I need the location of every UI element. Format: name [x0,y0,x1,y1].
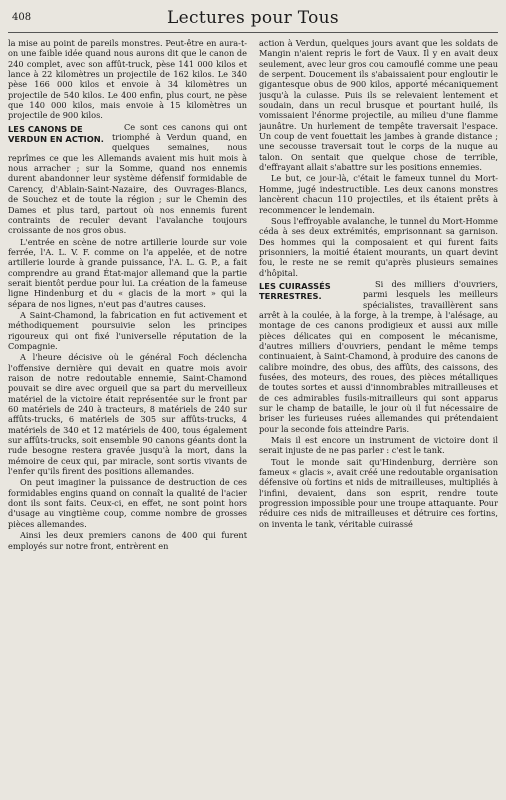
section-heading-cuirasses-terrestres: LES CUIRASSÉS TERRESTRES. [259,280,331,302]
paragraph: la mise au point de pareils monstres. Peut-être en aura-t-on une faible idée quand nous aurons dit que le canon de 240 complet, avec son affût-truck, pèse 141 000 kilos et lance à 22 kilomètres un projectile de 162 kilos. Le 340 pèse 166 000 kilos et envoie à 34 kilomètres un projectile de 540 kilos. Le 400 enfin, plus court, ne pèse que 140 000 kilos, mais envoie à 15 kilomètres un projectile de 900 kilos. [8,38,247,121]
paragraph: Mais il est encore un instrument de victoire dont il serait injuste de ne pas parler : c'est le tank. [259,435,498,456]
paragraph: Sous l'effroyable avalanche, le tunnel du Mort-Homme céda à ses deux extrémités, emprisonnant sa garnison. Des hommes qui la composaient et qui furent faits prisonniers, la moitié étaient mourants, un quart devint fou, le reste ne se remit qu'après plusieurs semaines d'hôpital. [259,215,498,278]
page-header [8,8,498,30]
paragraph: Le but, ce jour-là, c'était le fameux tunnel du Mort-Homme, jugé indestructible. Les deux canons monstres lancèrent chacun 110 projectiles, et ils étaient prêts à recommencer le lendemain. [259,173,498,215]
header-rule [8,32,498,33]
left-column [8,38,247,796]
section-heading-canons-verdun: LES CANONS DE VERDUN EN ACTION. [8,123,104,145]
running-title: Lectures pour Tous [167,8,339,28]
paragraph: On peut imaginer la puissance de destruction de ces formidables engins quand on connaît la qualité de l'acier dont ils sont faits. Ceux-ci, en effet, ne sont point hors d'usage au vingtième coup, comme nombre de grosses pièces allemandes. [8,477,247,529]
paragraph: L'entrée en scène de notre artillerie lourde sur voie ferrée, l'A. L. V. F. comme on l'a appelée, et de notre artillerie lourde à grande puissance, l'A. L. G. P., a fait comprendre au grand État-major allemand que la partie serait bientôt perdue pour lui. La création de la fameuse ligne Hindenburg et du « glacis de la mort » qui la sépara de nos lignes, n'eut pas d'autres causes. [8,236,247,309]
paragraph: Si des milliers d'ouvriers, parmi lesquels les meilleurs spécialistes, travaillèrent sans arrêt à la coulée, à la forge, à la trempe, à l'alésage, au montage de ces canons prodigieux et aussi aux mille pièces délicates qui en composent le mécanisme, d'autres milliers d'ouvriers, pendant le même temps continuaient, à Saint-Chamond, à produire des canons de calibre moindre, des obus, des affûts, des caissons, des fusées, des moteurs, des roues, des pièces métalliques de toutes sortes et aussi d'innombrables mitrailleuses et de ces admirables fusils-mitrailleurs qui sont apparus sur le champ de bataille, le jour où il fut nécessaire de briser les furieuses ruées allemandes qui prétendaient pour la seconde fois atteindre Paris. [259,278,498,434]
paragraph: Ce sont ces canons qui ont triomphé à Verdun quand, en quelques semaines, nous reprîmes ce que les Allemands avaient mis huit mois à nous arracher ; sur la Somme, quand nos ennemis durent abandonner leur système défensif formidable de Carency, d'Ablain-Saint-Nazaire, des Ouvrages-Blancs, de Souchez et de toute la région ; sur le Chemin des Dames et plus tard, partout où nos ennemis furent contraints de reculer devant l'avalanche toujours croissante de nos gros obus. [8,121,247,236]
paragraph: action à Verdun, quelques jours avant que les soldats de Mangin n'aient repris le fort de Vaux. Il y en avait deux seulement, avec leur gros cou camouflé comme une peau de serpent. Doucement ils s'abaissaient pour engloutir le gigantesque obus de 900 kilos, apporté mécaniquement jusqu'à la culasse. Puis ils se relevaient lentement et soudain, dans un recul brusque et pourtant huilé, ils vomissaient l'énorme projectile, au milieu d'une flamme jaunâtre. Un hurlement de tempête traversait l'espace. Un coup de vent fouettait les jambes à grande distance ; une secousse traversait tout le corps de la nuque au talon. On sentait que quelque chose de terrible, d'effrayant allait s'abattre sur les positions ennemies. [259,38,498,173]
paragraph: A l'heure décisive où le général Foch déclencha l'offensive dernière qui devait en quatre mois avoir raison de notre redoutable ennemie, Saint-Chamond pouvait se dire avec orgueil que sa part du merveilleux matériel de la victoire était représentée sur le front par 60 matériels de 240 à tracteurs, 8 matériels de 240 sur affûts-trucks, 6 matériels de 305 sur affûts-trucks, 4 matériels de 340 et 12 matériels de 400, tous également sur affûts-trucks, soit ensemble 90 canons géants dont la rude besogne restera gravée jusqu'à la mort, dans la mémoire de ceux qui, par miracle, sont sortis vivants de l'enfer qu'ils firent des positions allemandes. [8,352,247,477]
right-column [259,38,498,796]
page-number: 408 [12,12,32,23]
paragraph: Tout le monde sait qu'Hindenburg, derrière son fameux « glacis », avait créé une redoutable organisation défensive où fortins et nids de mitrailleuses, multipliés à l'infini, devaient, dans son esprit, rendre toute progression impossible pour une troupe attaquante. Pour réduire ces nids de mitrailleuses et détruire ces fortins, on inventa le tank, véritable cuirassé [259,456,498,529]
paragraph: A Saint-Chamond, la fabrication en fut activement et méthodiquement poursuivie selon les principes rigoureux qui ont fixé l'universelle réputation de la Compagnie. [8,309,247,351]
paragraph: Ainsi les deux premiers canons de 400 qui furent employés sur notre front, entrèrent en [8,530,247,551]
